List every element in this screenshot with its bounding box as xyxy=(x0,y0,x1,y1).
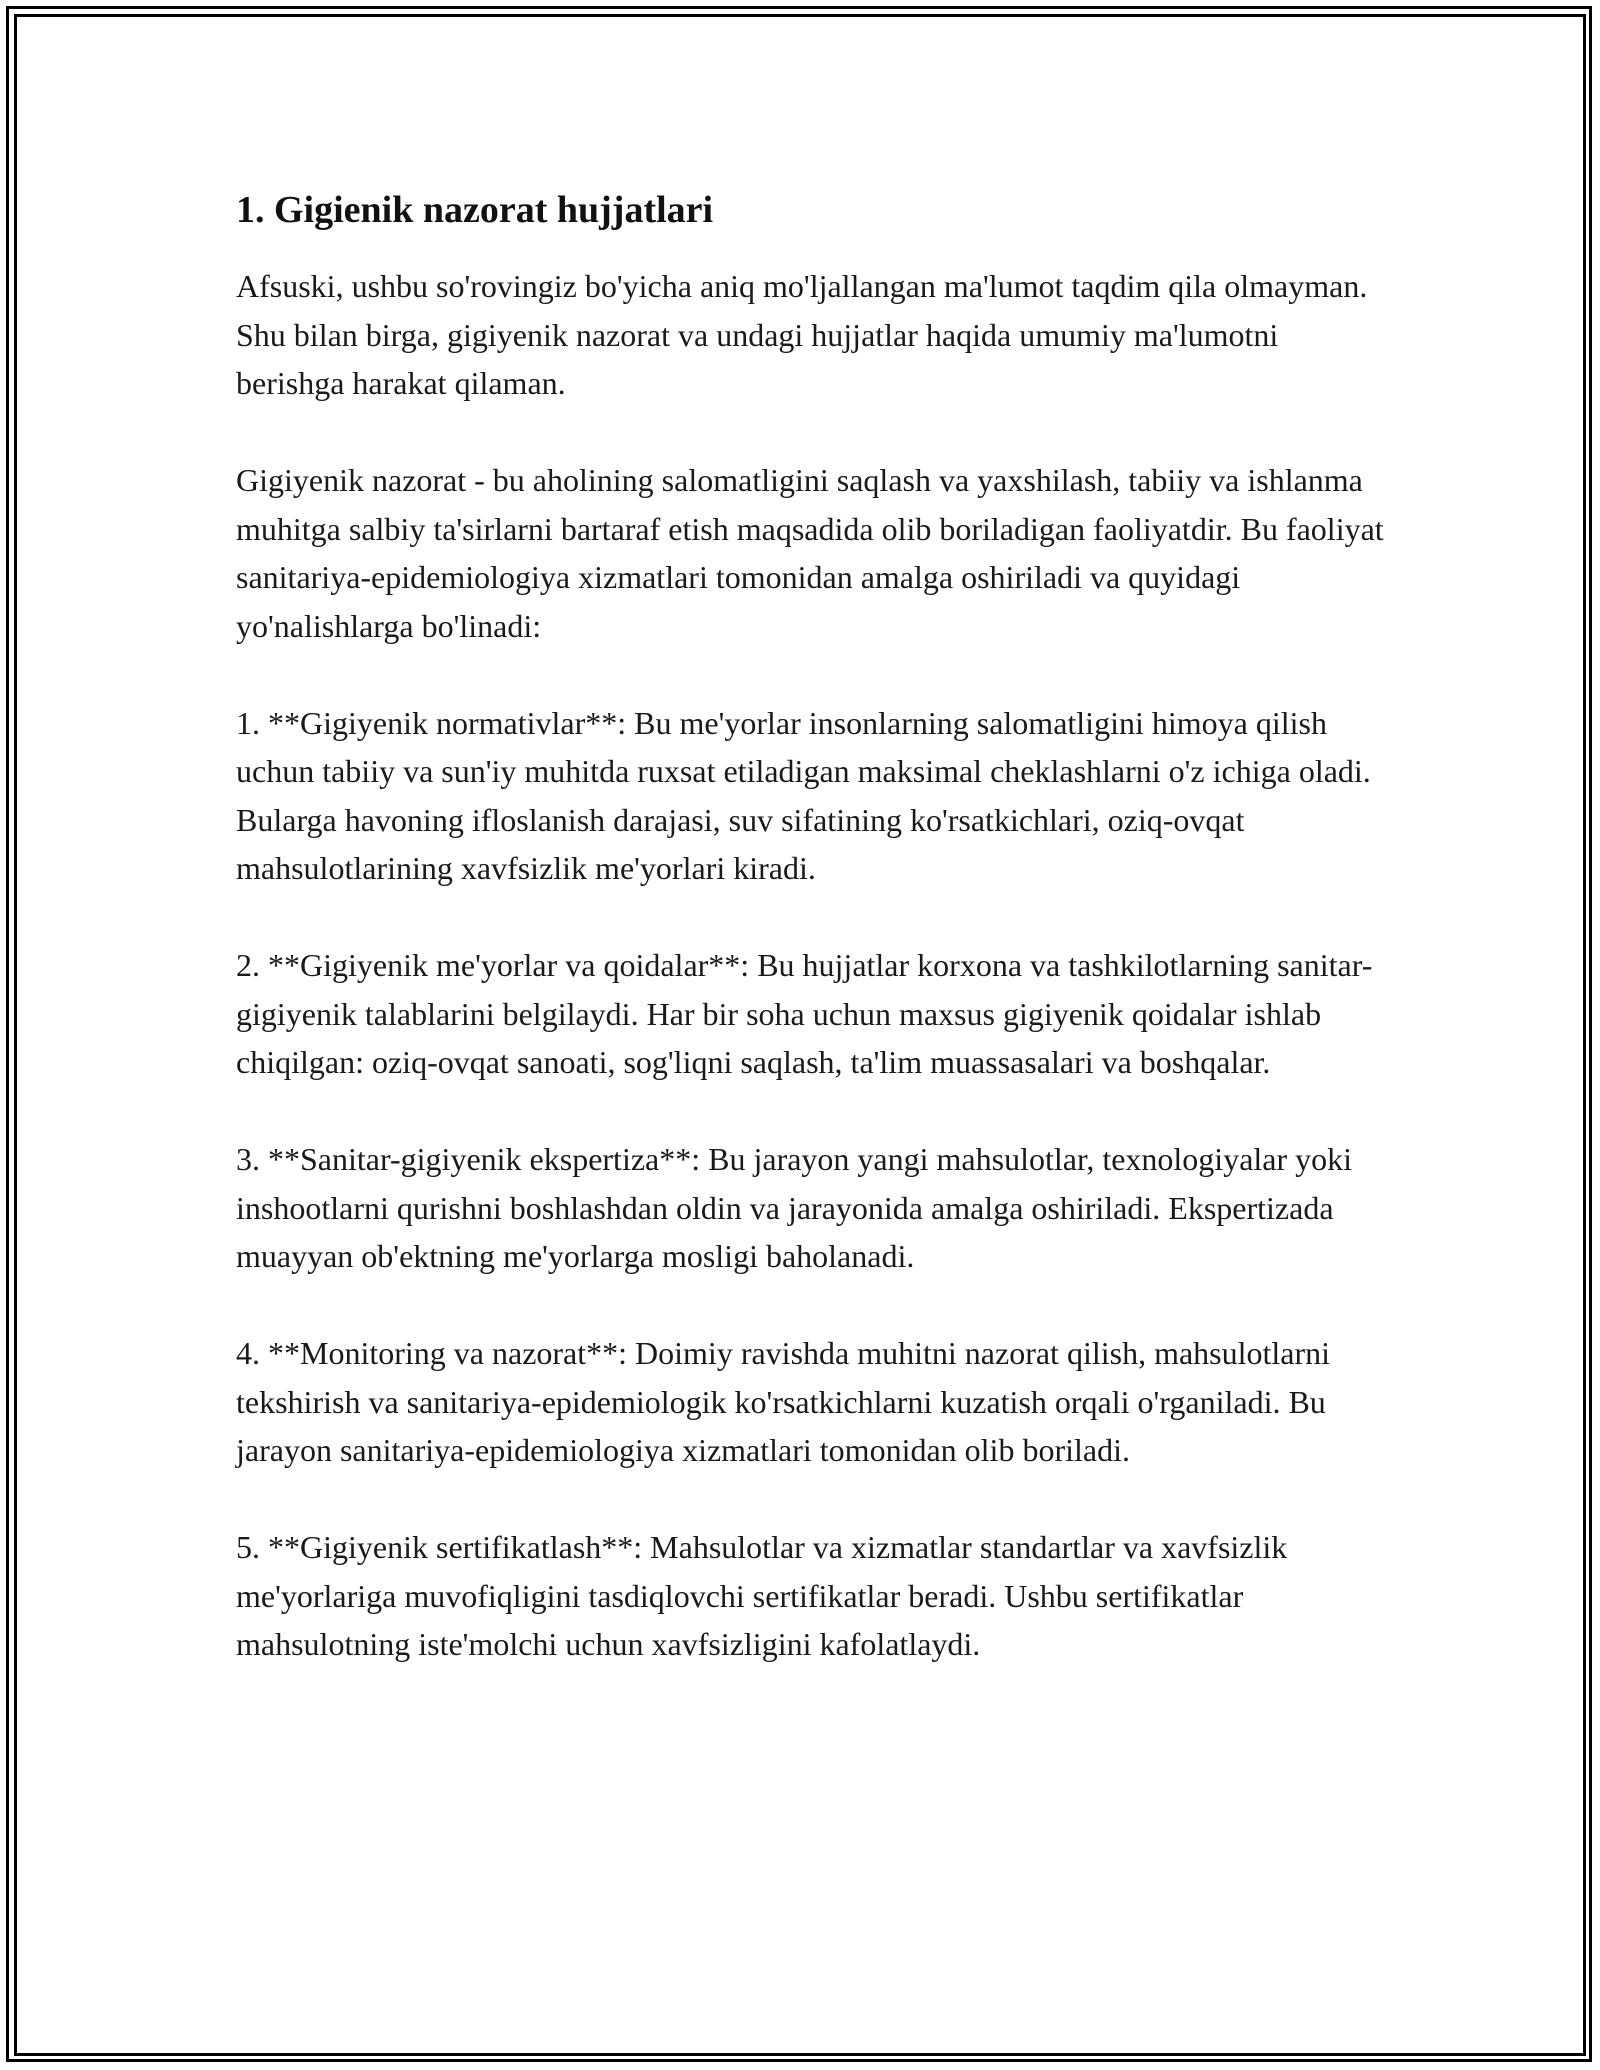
document-body xyxy=(236,186,1386,1717)
document-title: 1. Gigienik nazorat hujjatlari xyxy=(236,189,714,231)
list-item-rules: 2. **Gigiyenik me'yorlar va qoidalar**: Bu hujjatlar korxona va tashkilotlarning sanitar-gigiyenik talablarini belgilaydi. Har bir soha uchun maxsus gigiyenik qoidalar ishlab chiqilgan: oziq-ovqat sanoati, sog'liqni saqlash, ta'lim muassasalari va boshqalar. xyxy=(236,947,1373,1080)
intro-paragraph: Afsuski, ushbu so'rovingiz bo'yicha aniq mo'ljallangan ma'lumot taqdim qila olmayman. Shu bilan birga, gigiyenik nazorat va undagi hujjatlar haqida umumiy ma'lumotni berishga harakat qilaman. xyxy=(236,268,1368,401)
definition-paragraph: Gigiyenik nazorat - bu aholining salomatligini saqlash va yaxshilash, tabiiy va ishlanma muhitga salbiy ta'sirlarni bartaraf etish maqsadida olib boriladigan faoliyatdir. Bu faoliyat sanitariya-epidemiologiya xizmatlari tomonidan amalga oshiriladi va quyidagi yo'nalishlarga bo'linadi: xyxy=(236,462,1384,644)
list-item-certification: 5. **Gigiyenik sertifikatlash**: Mahsulotlar va xizmatlar standartlar va xavfsizlik me'yorlariga muvofiqligini tasdiqlovchi sertifikatlar beradi. Ushbu sertifikatlar mahsulotning iste'molchi uchun xavfsizligini kafolatlaydi. xyxy=(236,1529,1288,1662)
list-item-monitoring: 4. **Monitoring va nazorat**: Doimiy ravishda muhitni nazorat qilish, mahsulotlarni tekshirish va sanitariya-epidemiologik ko'rsatkichlarni kuzatish orqali o'rganiladi. Bu jarayon sanitariya-epidemiologiya xizmatlari tomonidan olib boriladi. xyxy=(236,1335,1331,1468)
list-item-expertise: 3. **Sanitar-gigiyenik ekspertiza**: Bu jarayon yangi mahsulotlar, texnologiyalar yoki inshootlarni qurishni boshlashdan oldin va jarayonida amalga oshiriladi. Ekspertizada muayyan ob'ektning me'yorlarga mosligi baholanadi. xyxy=(236,1141,1353,1274)
list-item-normatives: 1. **Gigiyenik normativlar**: Bu me'yorlar insonlarning salomatligini himoya qilish uchun tabiiy va sun'iy muhitda ruxsat etiladigan maksimal cheklashlarni o'z ichiga oladi. Bularga havoning ifloslanish darajasi, suv sifatining ko'rsatkichlari, oziq-ovqat mahsulotlarining xavfsizlik me'yorlari kiradi. xyxy=(236,704,1371,886)
